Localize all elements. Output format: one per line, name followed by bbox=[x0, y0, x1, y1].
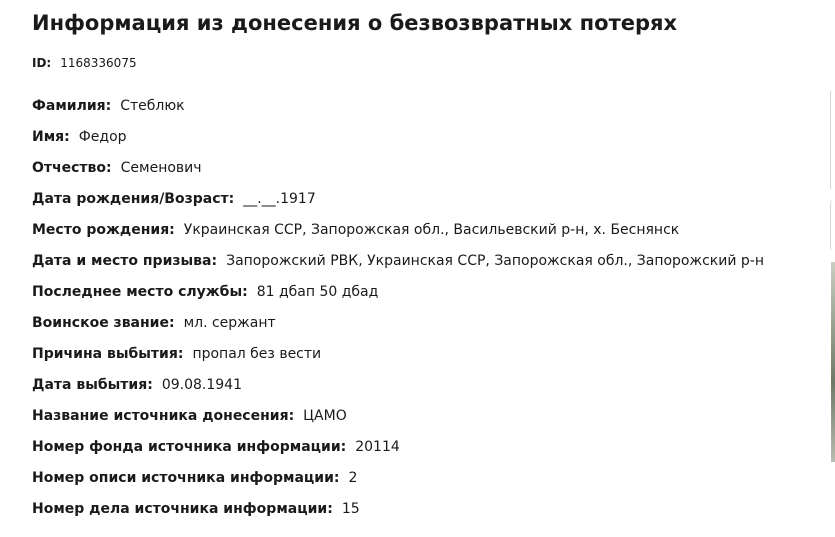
sidebar-panel-edge bbox=[830, 90, 835, 190]
field-value: 09.08.1941 bbox=[161, 377, 242, 393]
field-label: Название источника донесения: bbox=[32, 408, 295, 424]
record-id-value: 1168336075 bbox=[60, 56, 137, 70]
field-value: пропал без вести bbox=[192, 346, 322, 362]
page-title: Информация из донесения о безвозвратных потерях bbox=[32, 11, 678, 35]
field-file-number bbox=[32, 498, 764, 529]
sidebar-image-edge bbox=[831, 262, 835, 462]
field-value: Стеблюк bbox=[120, 98, 185, 114]
field-label: Последнее место службы: bbox=[32, 284, 248, 300]
field-label: Дата рождения/Возраст: bbox=[32, 191, 235, 207]
field-rank bbox=[32, 312, 764, 343]
field-last-service bbox=[32, 281, 764, 312]
record-id-label: ID: bbox=[32, 56, 52, 70]
field-value: Семенович bbox=[120, 160, 202, 176]
field-birth-place bbox=[32, 219, 764, 250]
field-value: 20114 bbox=[355, 439, 400, 455]
field-value: Украинская ССР, Запорожская обл., Васильевский р-н, х. Беснянск bbox=[183, 222, 680, 238]
field-label: Причина выбытия: bbox=[32, 346, 184, 362]
sidebar-panel-edge bbox=[830, 200, 835, 250]
field-draft bbox=[32, 250, 764, 281]
field-first-name bbox=[32, 126, 764, 157]
field-loss-reason bbox=[32, 343, 764, 374]
field-birth-date bbox=[32, 188, 764, 219]
field-value: мл. сержант bbox=[183, 315, 276, 331]
field-value: 81 дбап 50 дбад bbox=[256, 284, 379, 300]
field-label: Фамилия: bbox=[32, 98, 112, 114]
field-label: Воинское звание: bbox=[32, 315, 175, 331]
field-label: Место рождения: bbox=[32, 222, 175, 238]
field-value: __.__.1917 bbox=[243, 191, 316, 207]
field-label: Номер описи источника информации: bbox=[32, 470, 340, 486]
field-value: Запорожский РВК, Украинская ССР, Запорожская обл., Запорожский р-н bbox=[226, 253, 764, 269]
field-label: Дата выбытия: bbox=[32, 377, 153, 393]
field-source-name bbox=[32, 405, 764, 436]
field-value: Федор bbox=[78, 129, 127, 145]
field-value: ЦАМО bbox=[303, 408, 347, 424]
field-label: Номер дела источника информации: bbox=[32, 501, 333, 517]
field-label: Номер фонда источника информации: bbox=[32, 439, 347, 455]
record-fields bbox=[32, 95, 764, 529]
field-loss-date bbox=[32, 374, 764, 405]
field-label: Дата и место призыва: bbox=[32, 253, 218, 269]
field-inventory-number bbox=[32, 467, 764, 498]
record-id bbox=[32, 55, 137, 71]
field-value: 2 bbox=[348, 470, 358, 486]
field-label: Отчество: bbox=[32, 160, 112, 176]
field-patronymic bbox=[32, 157, 764, 188]
field-fond-number bbox=[32, 436, 764, 467]
field-label: Имя: bbox=[32, 129, 70, 145]
field-value: 15 bbox=[341, 501, 360, 517]
field-surname bbox=[32, 95, 764, 126]
